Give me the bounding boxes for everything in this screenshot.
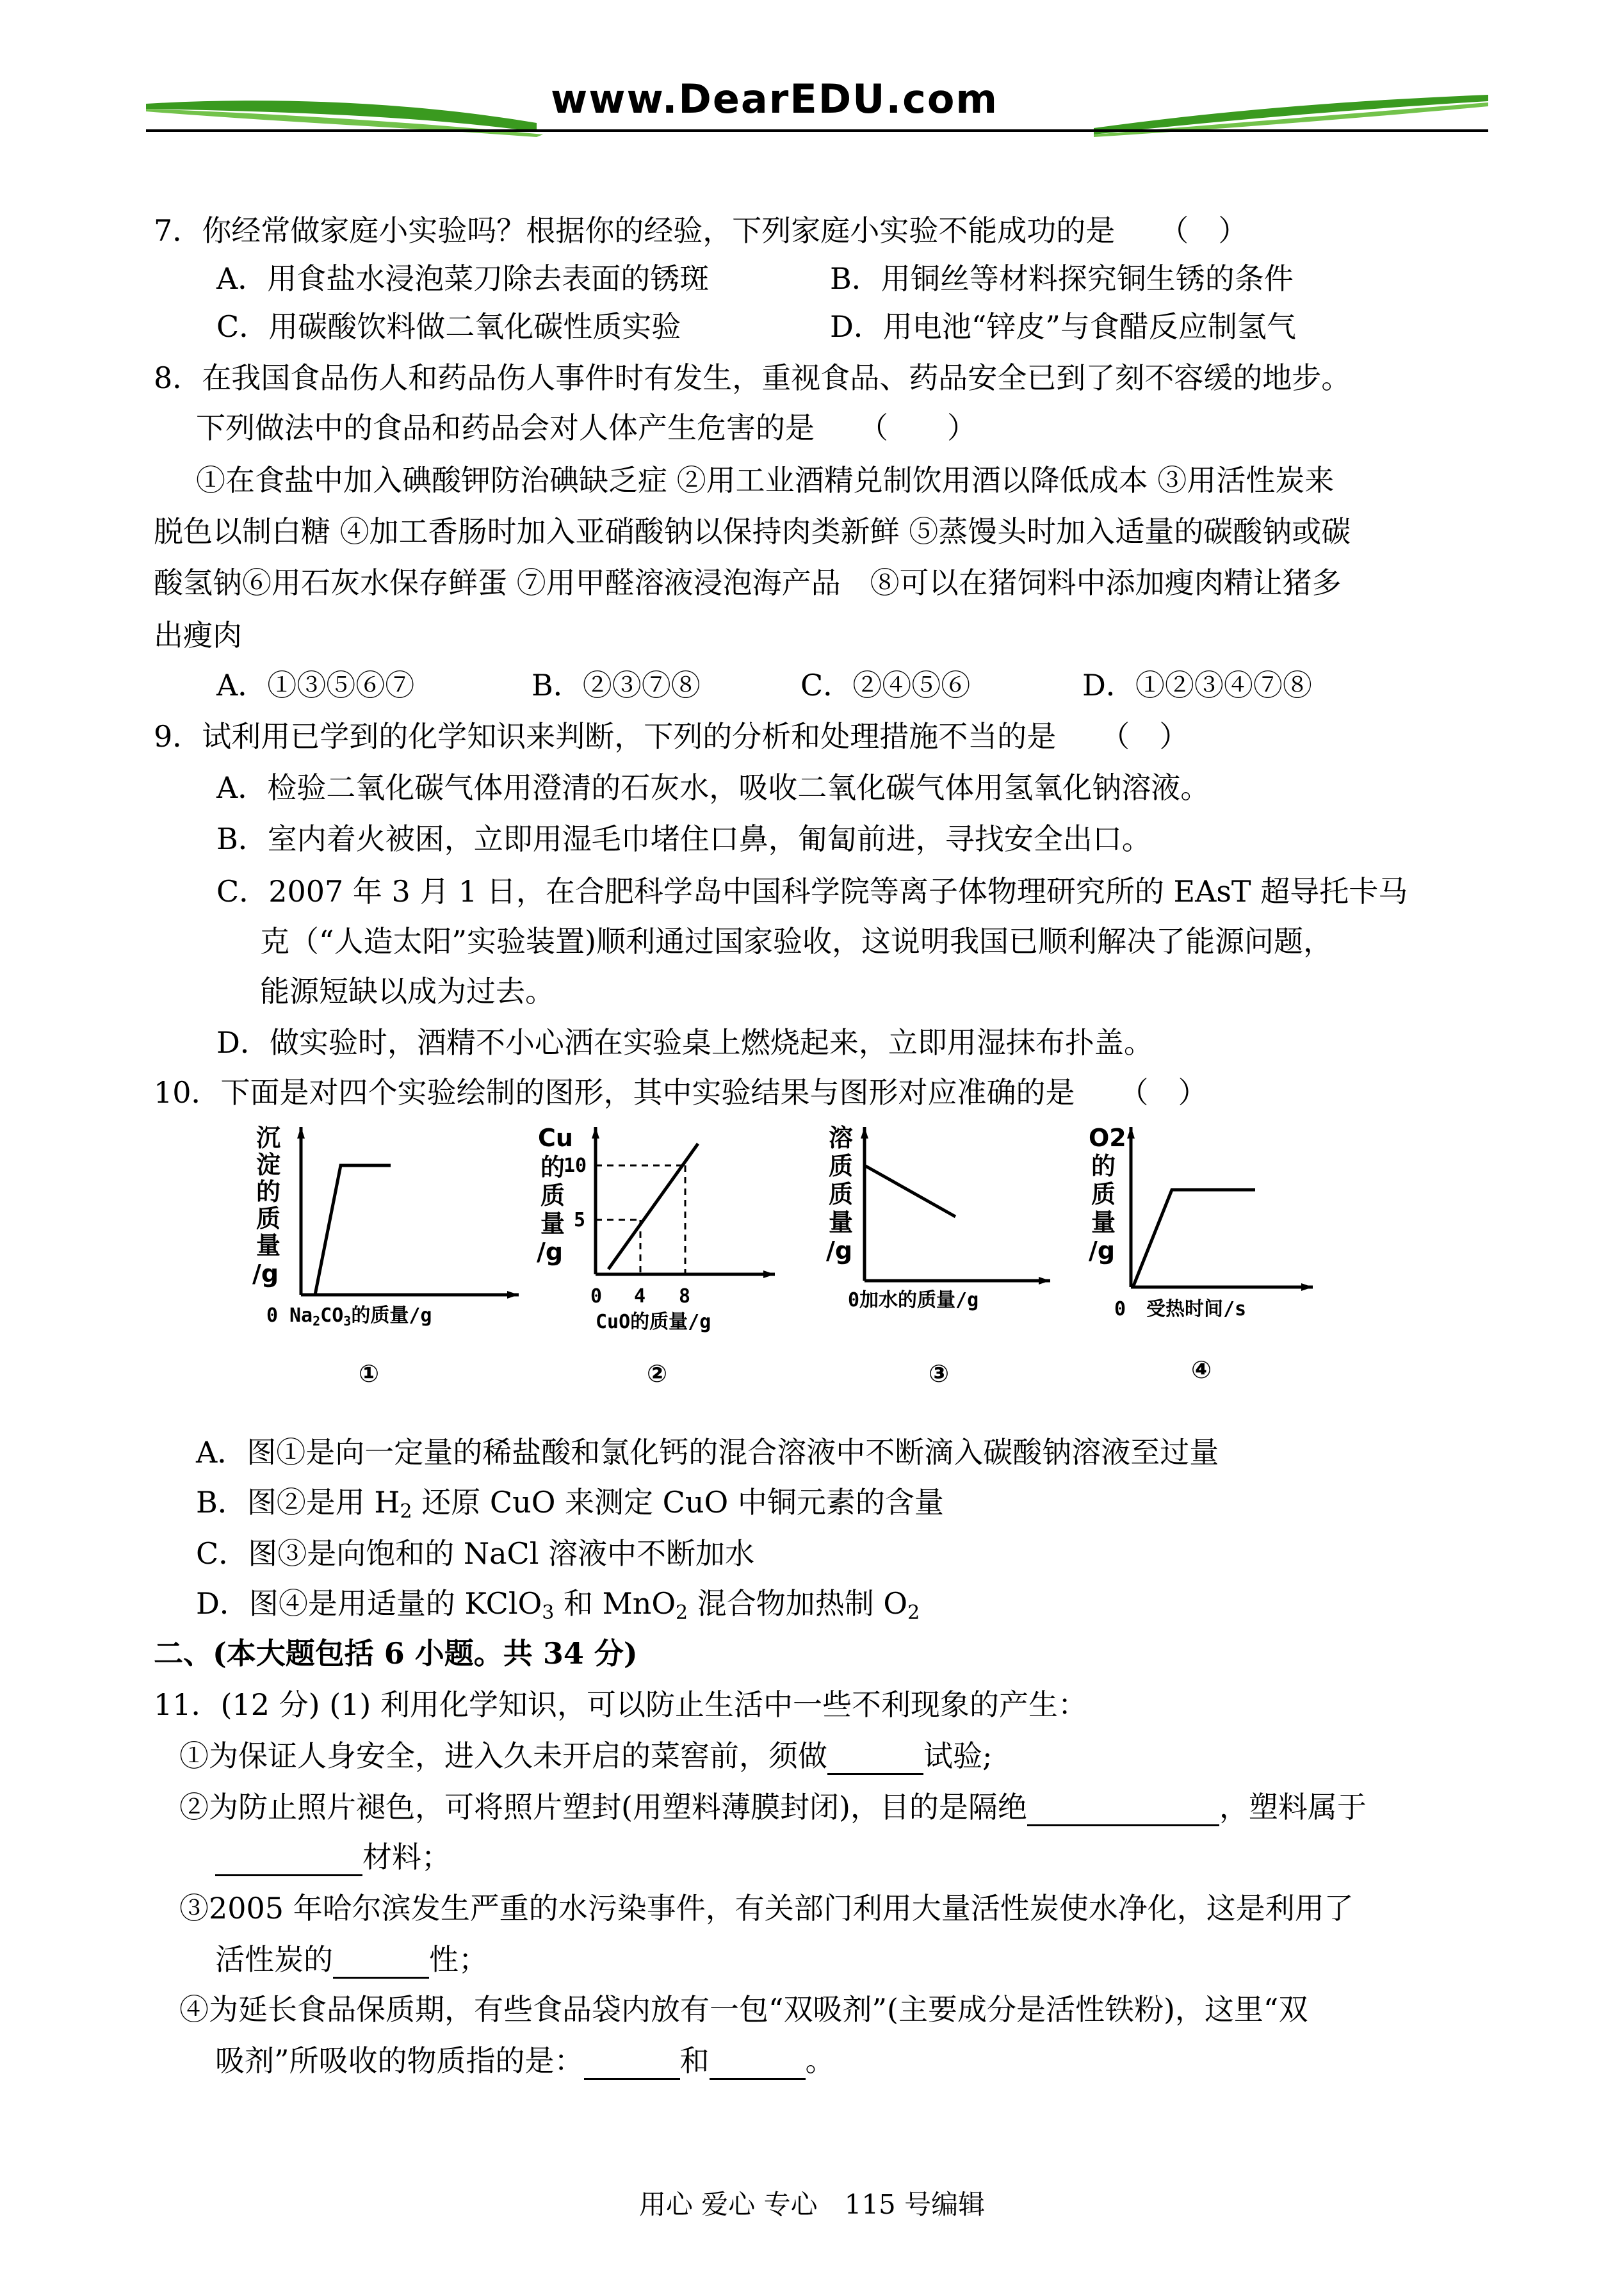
q11-item-1-blank[interactable] — [827, 1742, 923, 1775]
q9-option-b: B．室内着火被困，立即用湿毛巾堵住口鼻，匍匐前进，寻找安全出口。 — [216, 822, 1151, 856]
q11-item-2-blank-1[interactable] — [1027, 1794, 1219, 1826]
q9-option-a: A．检验二氧化碳气体用澄清的石灰水，吸收二氧化碳气体用氢氧化钠溶液。 — [216, 770, 1210, 805]
q10-option-b: B．图②是用 $H_2$ 还原 CuO 来测定 CuO 中铜元素的含量 — [196, 1485, 944, 1523]
question-8-line-5: 酸氢钠⑥用石灰水保存鲜蛋 ⑦用甲醛溶液浸泡海产品 ⑧可以在猪饲料中添加瘦肉精让猪多 — [154, 565, 1342, 600]
q8-option-a: A．①③⑤⑥⑦ — [216, 668, 415, 702]
f4-y-arrow — [1127, 1127, 1135, 1139]
q11-item-2-blank-2[interactable] — [215, 1844, 362, 1876]
f1-x-arrow — [507, 1291, 519, 1299]
f3-xlabel: 0加水的质量/g — [848, 1289, 979, 1311]
question-11: 11．(12 分) (1) 利用化学知识，可以防止生活中一些不利现象的产生： — [154, 1687, 1087, 1722]
question-8-line-2: 下列做法中的食品和药品会对人体产生危害的是 （ ） — [196, 410, 977, 445]
q9-option-c-line-3: 能源短缺以成为过去。 — [260, 974, 555, 1009]
f2-ylabel-char: 量 — [540, 1210, 565, 1238]
f1-ylabel-char: 的 — [256, 1178, 281, 1206]
f2-ytick: 5 — [574, 1209, 586, 1231]
q11-item-4-blank-1[interactable] — [584, 2047, 680, 2080]
figure-2 — [532, 1121, 839, 1390]
question-9: 9．试利用已学到的化学知识来判断，下列的分析和处理措施不当的是 （ ） — [154, 719, 1189, 754]
f4-caption: ④ — [1191, 1356, 1212, 1384]
figure-3 — [820, 1121, 1127, 1390]
f4-data-line — [1133, 1190, 1255, 1286]
figure-1 — [243, 1121, 551, 1390]
q8-option-d: D．①②③④⑦⑧ — [1082, 668, 1312, 702]
figure-4-graph — [1082, 1121, 1390, 1390]
q7-option-a: A．用食盐水浸泡菜刀除去表面的锈斑 — [216, 261, 710, 296]
figure-2-graph — [532, 1121, 839, 1390]
f2-ylabel-char: /g — [537, 1238, 564, 1266]
q11-item-4-line-2: 吸剂”所吸收的物质指的是： 和 。 — [215, 2041, 835, 2080]
question-10: 10．下面是对四个实验绘制的图形，其中实验结果与图形对应准确的是 （ ） — [154, 1075, 1208, 1110]
f4-ylabel-char: 的 — [1091, 1152, 1116, 1180]
question-8: 8．在我国食品伤人和药品伤人事件时有发生，重视食品、药品安全已到了刻不容缓的地步。 — [154, 361, 1351, 395]
f2-ylabel-char: Cu — [538, 1124, 573, 1152]
q11-item-3-line-2: 活性炭的 性； — [215, 1940, 488, 1979]
q10-option-d: D．图④是用适量的 KClO$_3$ 和 MnO$_2$ 混合物加热制 $O_2$ — [196, 1586, 920, 1624]
header-divider — [146, 129, 1488, 132]
q11-item-3-blank[interactable] — [333, 1946, 429, 1979]
figure-1-graph — [243, 1121, 551, 1390]
f1-origin: 0 — [266, 1304, 279, 1327]
question-7: 7．你经常做家庭小实验吗？根据你的经验，下列家庭小实验不能成功的是 （ ） — [154, 213, 1248, 248]
page-footer: 用心 爱心 专心 115 号编辑 — [638, 2189, 986, 2220]
f1-ylabel-char: /g — [252, 1260, 279, 1288]
f3-ylabel-char: 溶 — [829, 1124, 854, 1152]
f3-data-line — [865, 1165, 955, 1217]
f4-origin: 0 — [1114, 1298, 1126, 1320]
q9-option-c-line-2: 克（“人造太阳”实验装置)顺利通过国家验收，这说明我国已顺利解决了能源问题， — [260, 924, 1333, 959]
f4-ylabel-char: 质 — [1091, 1180, 1116, 1208]
question-8-line-3: ①在食盐中加入碘酸钾防治碘缺乏症 ②用工业酒精兑制饮用酒以降低成本 ③用活性炭来 — [196, 463, 1335, 498]
figure-4 — [1082, 1121, 1390, 1390]
site-logo: www.DearEDU.com — [551, 76, 999, 122]
f4-xlabel: 受热时间/s — [1146, 1298, 1247, 1320]
f1-y-arrow — [297, 1127, 305, 1139]
q10-option-c: C．图③是向饱和的 NaCl 溶液中不断加水 — [196, 1536, 755, 1571]
q7-option-b: B．用铜丝等材料探究铜生锈的条件 — [830, 261, 1294, 296]
f3-ylabel-char: /g — [826, 1237, 853, 1265]
f2-y-arrow — [592, 1127, 599, 1139]
f3-y-arrow — [861, 1127, 868, 1139]
q9-option-c-line-1: C．2007 年 3 月 1 日，在合肥科学岛中国科学院等离子体物理研究所的 EAsT 超导托卡马 — [216, 874, 1408, 909]
f2-x-arrow — [763, 1270, 775, 1278]
q7-option-c: C．用碳酸饮料做二氧化碳性质实验 — [216, 309, 681, 344]
q11-item-3: ③2005 年哈尔滨发生严重的水污染事件，有关部门利用大量活性炭使水净化，这是利用了 — [179, 1891, 1354, 1926]
q11-item-4: ④为延长食品保质期，有些食品袋内放有一包“双吸剂”(主要成分是活性铁粉)，这里“双 — [179, 1992, 1308, 2027]
f2-xtick: 0 — [590, 1285, 603, 1308]
f1-ylabel-char: 质 — [256, 1204, 281, 1233]
q11-item-2-line-2: 材料； — [215, 1838, 451, 1876]
f2-ylabel-char: 质 — [540, 1181, 565, 1210]
f4-ylabel-char: /g — [1089, 1237, 1116, 1265]
question-8-line-6: 出瘦肉 — [154, 618, 242, 653]
q11-item-1: ①为保证人身安全，进入久未开启的菜窖前，须做 试验; — [179, 1737, 993, 1775]
f1-data-line — [315, 1165, 391, 1295]
q7-option-d: D．用电池“锌皮”与食醋反应制氢气 — [830, 309, 1296, 344]
f4-ylabel-char: 量 — [1091, 1208, 1116, 1237]
f2-xtick: 4 — [634, 1285, 646, 1308]
q8-option-b: B．②③⑦⑧ — [532, 668, 701, 702]
q9-option-d: D．做实验时，酒精不小心洒在实验桌上燃烧起来，立即用湿抹布扑盖。 — [216, 1025, 1153, 1060]
f1-ylabel-char: 量 — [256, 1231, 281, 1260]
f1-ylabel-char: 淀 — [256, 1151, 281, 1179]
f3-caption: ③ — [929, 1359, 950, 1388]
f2-ylabel-char: 的 — [540, 1153, 565, 1181]
f1-caption: ① — [359, 1359, 380, 1388]
f1-xlabel: $Na_2CO_3$的质量/g — [289, 1304, 432, 1329]
section-2-heading: 二、(本大题包括 6 小题。共 34 分) — [154, 1636, 638, 1671]
figure-1-ylabel — [252, 1124, 280, 1288]
f3-ylabel-char: 质 — [829, 1152, 854, 1180]
f4-x-arrow — [1301, 1283, 1313, 1291]
f4-ylabel-char: O2 — [1089, 1124, 1126, 1152]
f2-xlabel: CuO的质量/g — [596, 1311, 711, 1333]
q10-option-a: A．图①是向一定量的稀盐酸和氯化钙的混合溶液中不断滴入碳酸钠溶液至过量 — [196, 1435, 1219, 1470]
q11-item-4-blank-2[interactable] — [710, 2047, 806, 2080]
f2-ytick: 10 — [564, 1155, 587, 1177]
figure-3-graph — [820, 1121, 1127, 1390]
f2-caption: ② — [647, 1359, 668, 1388]
f3-ylabel-char: 量 — [829, 1208, 854, 1237]
f2-xtick: 8 — [679, 1285, 691, 1308]
q11-item-2: ②为防止照片褪色，可将照片塑封(用塑料薄膜封闭)，目的是隔绝 ，塑料属于 — [179, 1788, 1367, 1826]
f1-ylabel-char: 沉 — [256, 1124, 281, 1152]
question-8-line-4: 脱色以制白糖 ④加工香肠时加入亚硝酸钠以保持肉类新鲜 ⑤蒸馒头时加入适量的碳酸钠或碳 — [154, 514, 1351, 549]
f3-x-arrow — [1039, 1277, 1050, 1285]
f3-ylabel-char: 质 — [829, 1180, 854, 1208]
q8-option-c: C．②④⑤⑥ — [800, 668, 971, 702]
